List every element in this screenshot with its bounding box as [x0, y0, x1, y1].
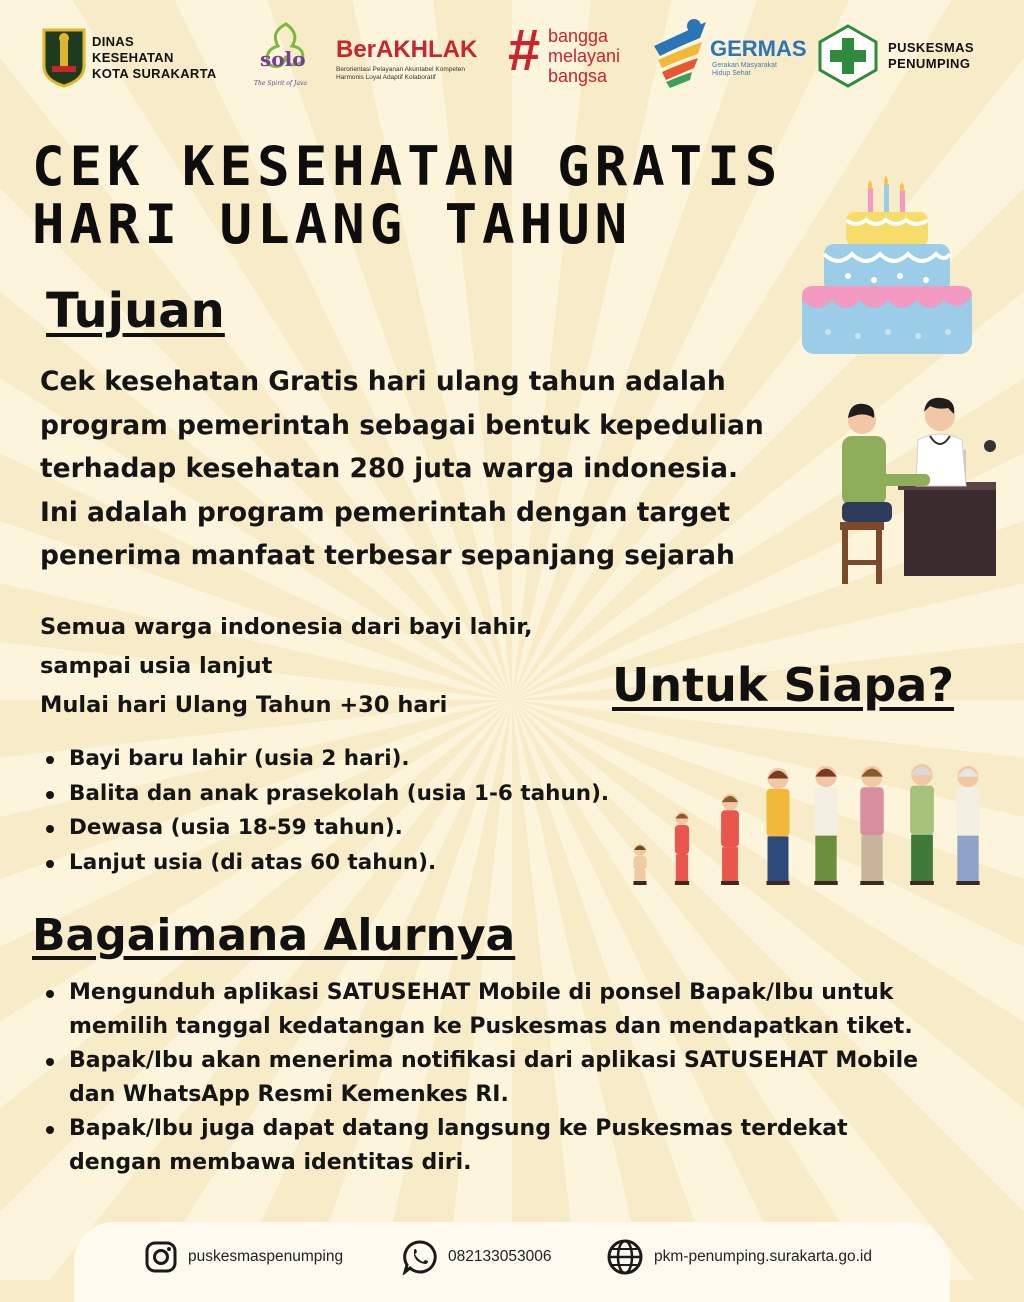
- untuk-siapa-heading: Untuk Siapa?: [612, 658, 955, 712]
- list-item: Dewasa (usia 18-59 tahun).: [40, 811, 609, 846]
- instagram-link[interactable]: [144, 1240, 343, 1274]
- person-torso: [814, 787, 837, 835]
- whatsapp-number: 082133053006: [448, 1248, 552, 1265]
- germas-sub-line-2: Hidup Sehat: [712, 70, 751, 77]
- alur-heading: Bagaimana Alurnya: [32, 910, 516, 961]
- doctor-checkup-illustration: [834, 390, 998, 586]
- summary-line: Semua warga indonesia dari bayi lahir,: [40, 614, 533, 640]
- eligibility-summary: [40, 608, 533, 725]
- step-line: Bapak/Ibu akan menerima notifikasi dari aplikasi SATUSEHAT Mobile: [69, 1048, 919, 1073]
- tujuan-line: Cek kesehatan Gratis hari ulang tahun adalah: [40, 366, 726, 397]
- step-line: Bapak/Ibu juga dapat datang langsung ke Puskesmas terdekat: [69, 1116, 848, 1141]
- dinas-line-1: DINAS: [92, 34, 134, 49]
- tujuan-line: Ini adalah program pemerintah dengan target: [40, 496, 730, 528]
- globe-icon: [606, 1238, 644, 1276]
- dinas-line-2: KESEHATAN: [92, 50, 174, 65]
- berakhlak-sub-line-1: Berorientasi Pelayanan Akuntabel Kompeten: [336, 66, 466, 73]
- puskesmas-cross-icon: [818, 24, 878, 88]
- person-legs: [722, 847, 738, 884]
- berakhlak-subtitle: [336, 66, 465, 82]
- summary-line: Mulai hari Ulang Tahun +30 hari: [40, 692, 448, 718]
- solo-logo: [252, 20, 320, 82]
- person-shoes: [814, 881, 837, 885]
- bangga-hash: #: [508, 18, 541, 83]
- puskesmas-line-1: PUSKESMAS: [888, 40, 974, 55]
- title-line-1: CEK KESEHATAN GRATIS: [32, 135, 783, 198]
- tujuan-paragraph: [40, 360, 840, 578]
- person-shoes: [956, 881, 979, 885]
- person-torso: [767, 789, 790, 837]
- list-item: [40, 976, 980, 1044]
- title-line-2: HARI ULANG TAHUN: [32, 193, 633, 256]
- solo-tagline: The Spirit of Java: [254, 80, 307, 87]
- list-item: [40, 1044, 980, 1112]
- svg-text:solo: solo: [260, 47, 306, 71]
- birthday-cake-illustration: [798, 176, 976, 358]
- step-line: Mengunduh aplikasi SATUSEHAT Mobile di ponsel Bapak/Ibu untuk: [69, 980, 894, 1005]
- surakarta-emblem: [40, 26, 88, 88]
- germas-sub-line-1: Gerakan Masyarakat: [712, 62, 777, 69]
- page-title: [32, 135, 783, 256]
- tujuan-line: program pemerintah sebagai bentuk kepedulian: [40, 409, 764, 441]
- list-item: Balita dan anak prasekolah (usia 1-6 tahun).: [40, 777, 609, 812]
- person-torso: [910, 786, 934, 835]
- tujuan-heading: Tujuan: [46, 283, 225, 339]
- target-group-list: [40, 742, 609, 880]
- flow-steps-list: [40, 976, 980, 1180]
- age-groups-illustration: [622, 756, 994, 888]
- person-torso: [956, 787, 979, 835]
- bangga-line-3: bangsa: [548, 66, 608, 86]
- germas-figure-icon: [650, 16, 710, 88]
- person-torso: [721, 810, 739, 847]
- germas-logo: GERMAS: [710, 36, 807, 61]
- list-item: Bayi baru lahir (usia 2 hari).: [40, 742, 609, 777]
- person-shoes: [910, 881, 934, 885]
- bangga-line-1: bangga: [548, 26, 609, 46]
- instagram-handle: puskesmaspenumping: [188, 1248, 344, 1265]
- step-line: dengan membawa identitas diri.: [69, 1150, 472, 1175]
- step-line: memilih tanggal kedatangan ke Puskesmas dan mendapatkan tiket.: [69, 1014, 913, 1039]
- person-legs: [768, 836, 789, 884]
- person-torso: [860, 787, 883, 835]
- person-torso: [675, 825, 689, 855]
- person-legs: [861, 836, 882, 884]
- person-shoes: [633, 881, 646, 885]
- person-legs: [676, 854, 688, 884]
- list-item: [40, 1112, 980, 1180]
- person-shoes: [675, 881, 689, 885]
- person-torso: [633, 856, 646, 870]
- website-link[interactable]: [606, 1240, 872, 1274]
- whatsapp-icon: [402, 1239, 438, 1275]
- dinas-kesehatan-label: [92, 34, 217, 82]
- berakhlak-logo: BerAKHLAK: [336, 36, 478, 63]
- step-line: dan WhatsApp Resmi Kemenkes RI.: [69, 1082, 509, 1107]
- person-legs: [815, 836, 836, 884]
- person-shoes: [860, 881, 883, 885]
- list-item: Lanjut usia (di atas 60 tahun).: [40, 846, 609, 881]
- summary-line: sampai usia lanjut: [40, 653, 273, 679]
- bangga-line-2: melayani: [548, 46, 621, 66]
- whatsapp-link[interactable]: [402, 1240, 551, 1274]
- tujuan-line: penerima manfaat terbesar sepanjang sejarah: [40, 540, 735, 571]
- dinas-line-3: KOTA SURAKARTA: [92, 66, 217, 81]
- tujuan-line: terhadap kesehatan 280 juta warga indonesia.: [40, 453, 739, 484]
- instagram-icon: [144, 1240, 178, 1274]
- person-shoes: [767, 881, 790, 885]
- website-url: pkm-penumping.surakarta.go.id: [654, 1248, 872, 1265]
- berakhlak-sub-line-2: Harmonis Loyal Adaptif Kolaboratif: [336, 74, 436, 81]
- bangga-melayani-bangsa: [548, 26, 620, 86]
- puskesmas-line-2: PENUMPING: [888, 56, 971, 71]
- puskesmas-penumping-label: [888, 40, 974, 72]
- person-legs: [911, 835, 933, 884]
- person-legs: [957, 836, 978, 884]
- person-shoes: [721, 881, 739, 885]
- germas-subtitle: [712, 62, 777, 78]
